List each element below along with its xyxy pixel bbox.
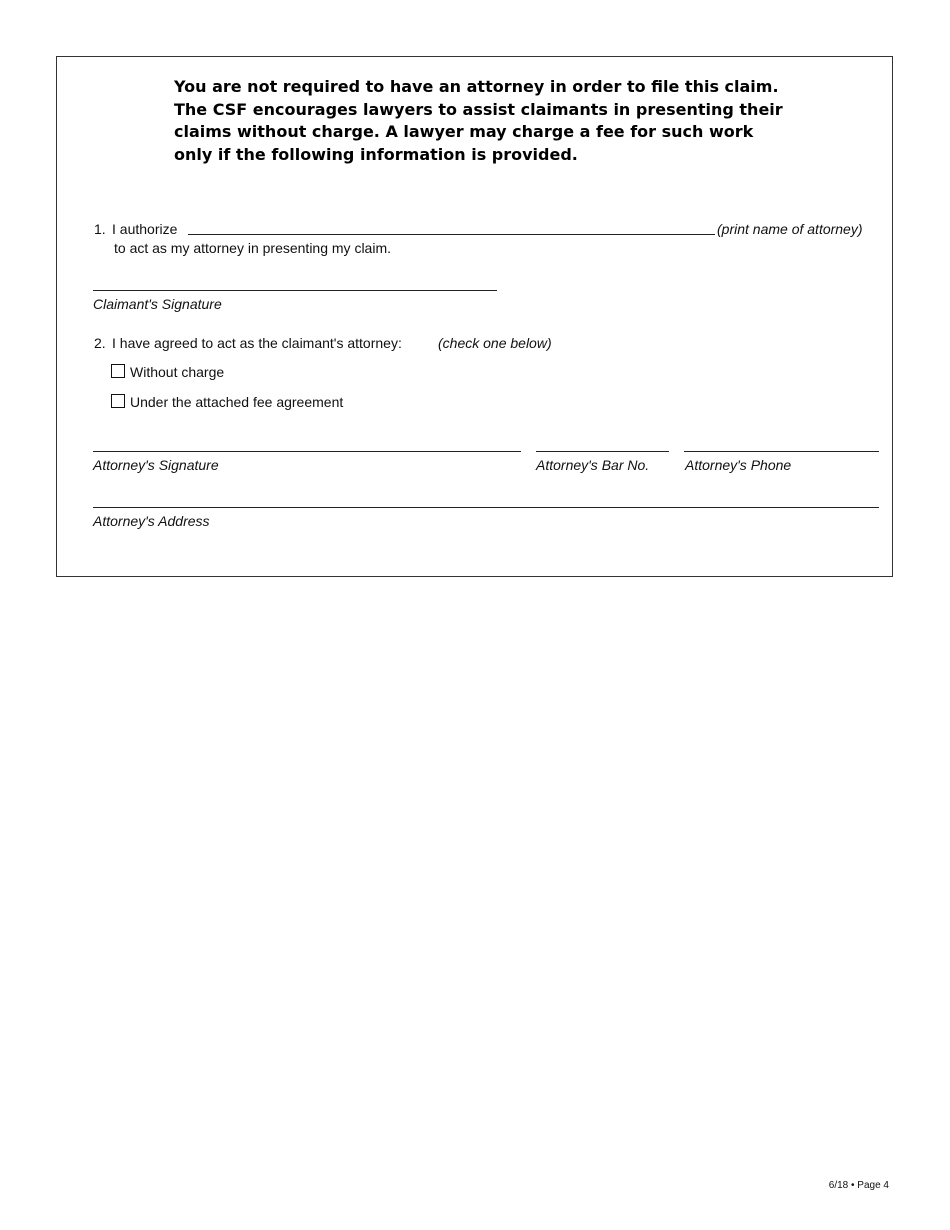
- attorney-phone-field[interactable]: [684, 451, 879, 452]
- without-charge-checkbox[interactable]: [111, 364, 125, 378]
- fee-agreement-label: Under the attached fee agreement: [130, 394, 344, 410]
- attorney-signature-label: Attorney's Signature: [93, 457, 219, 473]
- item2-hint: (check one below): [438, 335, 552, 351]
- item2-number: 2.: [94, 335, 106, 351]
- attorney-name-field[interactable]: [188, 234, 715, 235]
- item1-number: 1.: [94, 221, 106, 237]
- attorney-bar-no-label: Attorney's Bar No.: [536, 457, 650, 473]
- attorney-name-hint: (print name of attorney): [717, 221, 863, 237]
- item2-text: I have agreed to act as the claimant's attorney:: [112, 335, 402, 351]
- item1-continuation: to act as my attorney in presenting my claim.: [114, 240, 391, 256]
- notice-line: claims without charge. A lawyer may charge a fee for such work: [174, 122, 754, 141]
- claimant-signature-field[interactable]: [93, 290, 497, 291]
- attorney-signature-field[interactable]: [93, 451, 521, 452]
- without-charge-label: Without charge: [130, 364, 225, 380]
- attorney-phone-label: Attorney's Phone: [685, 457, 792, 473]
- notice-line: You are not required to have an attorney in order to file this claim.: [174, 77, 779, 96]
- fee-agreement-checkbox[interactable]: [111, 394, 125, 408]
- item1-prefix: I authorize: [112, 221, 178, 237]
- notice-text: [174, 76, 824, 166]
- attorney-address-label: Attorney's Address: [93, 513, 210, 529]
- attorney-bar-no-field[interactable]: [536, 451, 669, 452]
- attorney-address-field[interactable]: [93, 507, 879, 508]
- notice-line: only if the following information is provided.: [174, 144, 578, 164]
- notice-line: The CSF encourages lawyers to assist claimants in presenting their: [174, 99, 783, 119]
- page-footer: 6/18 • Page 4: [828, 1180, 889, 1191]
- claimant-signature-label: Claimant's Signature: [93, 296, 222, 312]
